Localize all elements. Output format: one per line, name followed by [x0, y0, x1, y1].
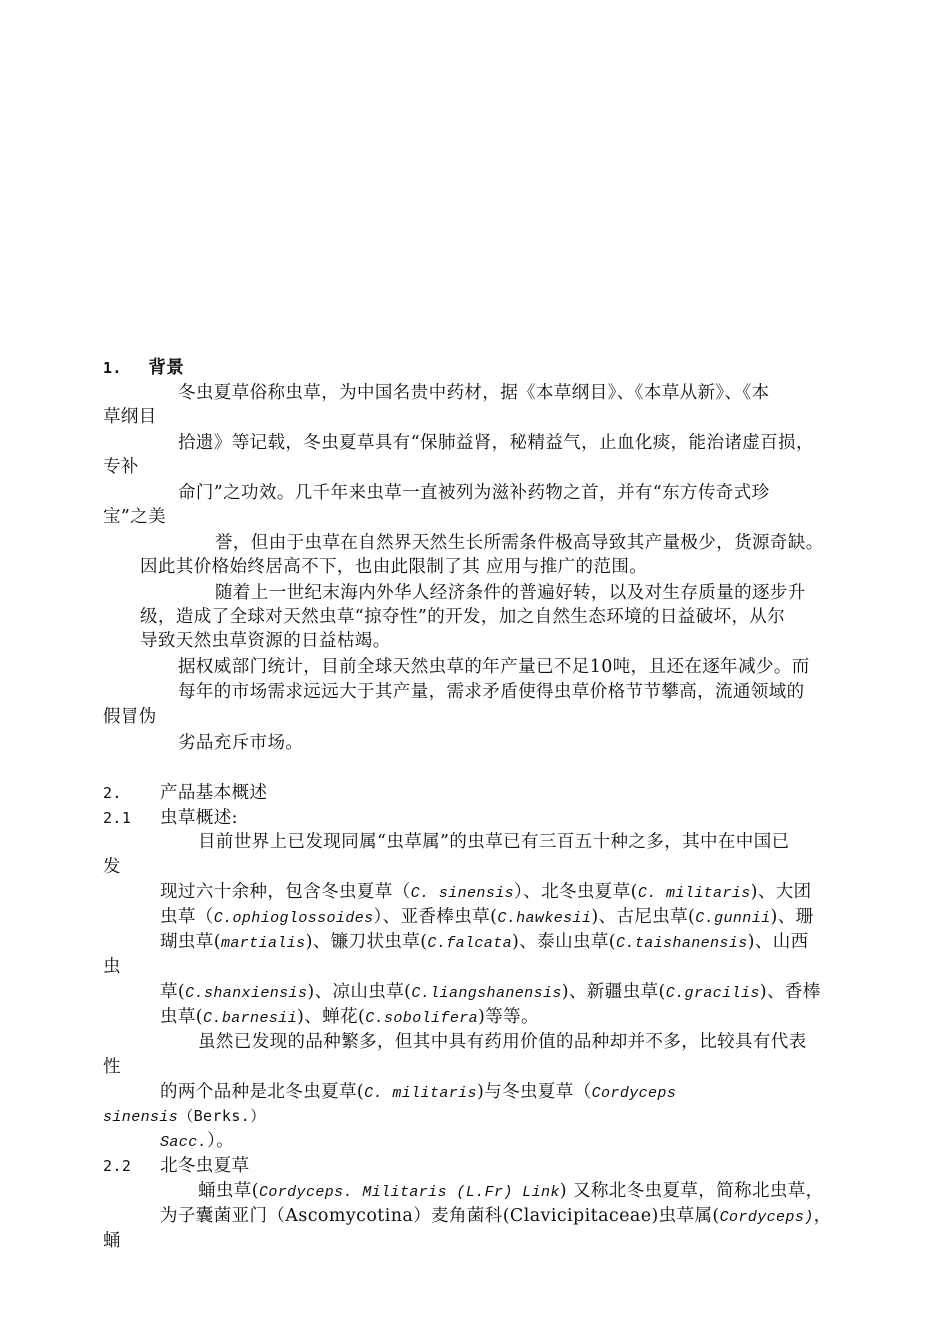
text-run: 虫草(	[160, 1007, 204, 1027]
text-run: )、香棒	[759, 982, 821, 1002]
text-run: 蛹虫草(	[198, 1181, 259, 1201]
paragraph-line	[160, 1129, 234, 1155]
species-name: C.liangshanensis	[411, 985, 562, 1002]
text-run: )、蝉花(	[297, 1007, 366, 1027]
text-run: )、新疆虫草(	[561, 982, 666, 1002]
paragraph-line	[160, 980, 821, 1006]
section-title: 产品基本概述	[160, 783, 268, 803]
text-run: )与冬虫夏草（	[476, 1082, 592, 1102]
species-name: sinensis	[103, 1109, 179, 1126]
section-number: 1.	[103, 359, 122, 377]
species-name: Cordyceps	[591, 1085, 677, 1102]
paragraph-line: 拾遗》等记载，冬虫夏草具有“保肺益肾，秘精益气，止血化痰，能治诸虚百损，	[178, 433, 814, 453]
text-run: 虫草（	[160, 907, 214, 927]
species-name: Sacc.	[160, 1134, 208, 1151]
paragraph-line	[103, 1104, 266, 1130]
text-run: )等等。	[478, 1007, 539, 1027]
subsection-title: 虫草概述:	[160, 808, 238, 828]
species-name: C.shanxiensis	[185, 985, 308, 1002]
paragraph-line	[160, 1080, 676, 1106]
section-number: 2.	[103, 784, 122, 802]
text-run: 草(	[160, 982, 186, 1002]
paragraph-line: 每年的市场需求远远大于其产量，需求矛盾使得虫草价格节节攀高，流通领域的	[178, 682, 805, 702]
text-run: )、镰刀状虫草(	[305, 932, 428, 952]
text-run: （Berks.）	[178, 1107, 266, 1125]
paragraph-line	[160, 1204, 832, 1230]
species-name: C.gunnii	[695, 910, 771, 927]
paragraph-line: 随着上一世纪末海内外华人经济条件的普遍好转，以及对生存质量的逐步升	[215, 583, 806, 603]
text-run: )、珊	[770, 907, 814, 927]
text-run: 为子囊菌亚门（Ascomycotina）麦角菌科(Clavicipitaceae)虫草属(	[160, 1206, 720, 1226]
paragraph-line: 专补	[103, 457, 139, 477]
text-run: )、泰山虫草(	[512, 932, 617, 952]
paragraph-line: 誉，但由于虫草在自然界天然生长所需条件极高导致其产量极少，货源奇缺。	[215, 533, 824, 553]
text-run: )、山西	[747, 932, 809, 952]
paragraph-line: 发	[103, 857, 121, 877]
species-name: C.hawkesii	[497, 910, 592, 927]
paragraph-line	[160, 930, 809, 956]
text-run: )、大团	[750, 882, 812, 902]
species-name: C. militaris	[364, 1085, 477, 1102]
paragraph-line: 劣品充斥市场。	[178, 733, 304, 753]
species-name: C.ophioglossoides	[213, 910, 374, 927]
paragraph-line: 草纲目	[103, 407, 157, 427]
paragraph-line	[160, 1005, 539, 1031]
subsection-number: 2.1	[103, 809, 132, 827]
paragraph-line: 据权威部门统计，目前全球天然虫草的年产量已不足10吨，且还在逐年减少。而	[178, 657, 810, 677]
paragraph-line: 蛹	[103, 1231, 121, 1251]
text-run: ）、北冬虫夏草(	[514, 882, 638, 902]
species-name: C.barnesii	[203, 1010, 298, 1027]
genus-name: Cordyceps)	[719, 1209, 814, 1226]
paragraph-line: 命门”之功效。几千年来虫草一直被列为滋补药物之首，并有“东方传奇式珍	[178, 483, 770, 503]
section-1-heading	[103, 356, 184, 380]
species-name: C.gracilis	[665, 985, 760, 1002]
text-run: ，	[813, 1206, 832, 1226]
text-run: )、古尼虫草(	[591, 907, 696, 927]
species-name: C.taishanensis	[616, 935, 748, 952]
paragraph-line: 因此其价格始终居高不下，也由此限制了其 应用与推广的范围。	[140, 557, 648, 577]
paragraph-line: 目前世界上已发现同属“虫草属”的虫草已有三百五十种之多，其中在中国已	[198, 832, 790, 852]
text-run: ）、亚香棒虫草(	[373, 907, 498, 927]
paragraph-line: 假冒伪	[103, 707, 157, 727]
paragraph-line: 宝”之美	[103, 507, 167, 527]
paragraph-line: 性	[103, 1057, 121, 1077]
paragraph-line: 级，造成了全球对天然虫草“掠夺性”的开发，加之自然生态环境的日益破坏，从尔	[140, 607, 786, 627]
paragraph-line	[160, 880, 812, 906]
paragraph-line	[198, 1179, 824, 1205]
species-name: C.sobolifera	[365, 1010, 479, 1027]
paragraph-line: 导致天然虫草资源的日益枯竭。	[140, 631, 391, 651]
paragraph-line: 虽然已发现的品种繁多，但其中具有药用价值的品种却并不多，比较具有代表	[198, 1032, 807, 1052]
paragraph-line	[160, 905, 814, 931]
text-run: )、凉山虫草(	[307, 982, 412, 1002]
species-name: C.falcata	[427, 935, 513, 952]
subsection-number: 2.2	[103, 1157, 132, 1175]
species-name: martialis	[220, 935, 306, 952]
paragraph-line: 虫	[103, 957, 121, 977]
subsection-title: 北冬虫夏草	[160, 1156, 250, 1176]
paragraph-line: 冬虫夏草俗称虫草，为中国名贵中药材，据《本草纲目》、《本草从新》、《本	[178, 383, 770, 403]
species-name: C. militaris	[637, 885, 751, 902]
text-run: 现过六十余种，包含冬虫夏草（	[160, 882, 411, 902]
text-run: 的两个品种是北冬虫夏草(	[160, 1082, 365, 1102]
text-run: ）。	[207, 1131, 235, 1151]
species-name: Cordyceps. Militaris (L.Fr) Link	[258, 1184, 560, 1201]
species-name: C. sinensis	[410, 885, 515, 902]
section-2-heading	[103, 781, 122, 805]
section-title: 背景	[148, 358, 185, 378]
text-run: 瑚虫草(	[160, 932, 221, 952]
text-run: ) 又称北冬虫夏草，简称北虫草，	[559, 1181, 824, 1201]
